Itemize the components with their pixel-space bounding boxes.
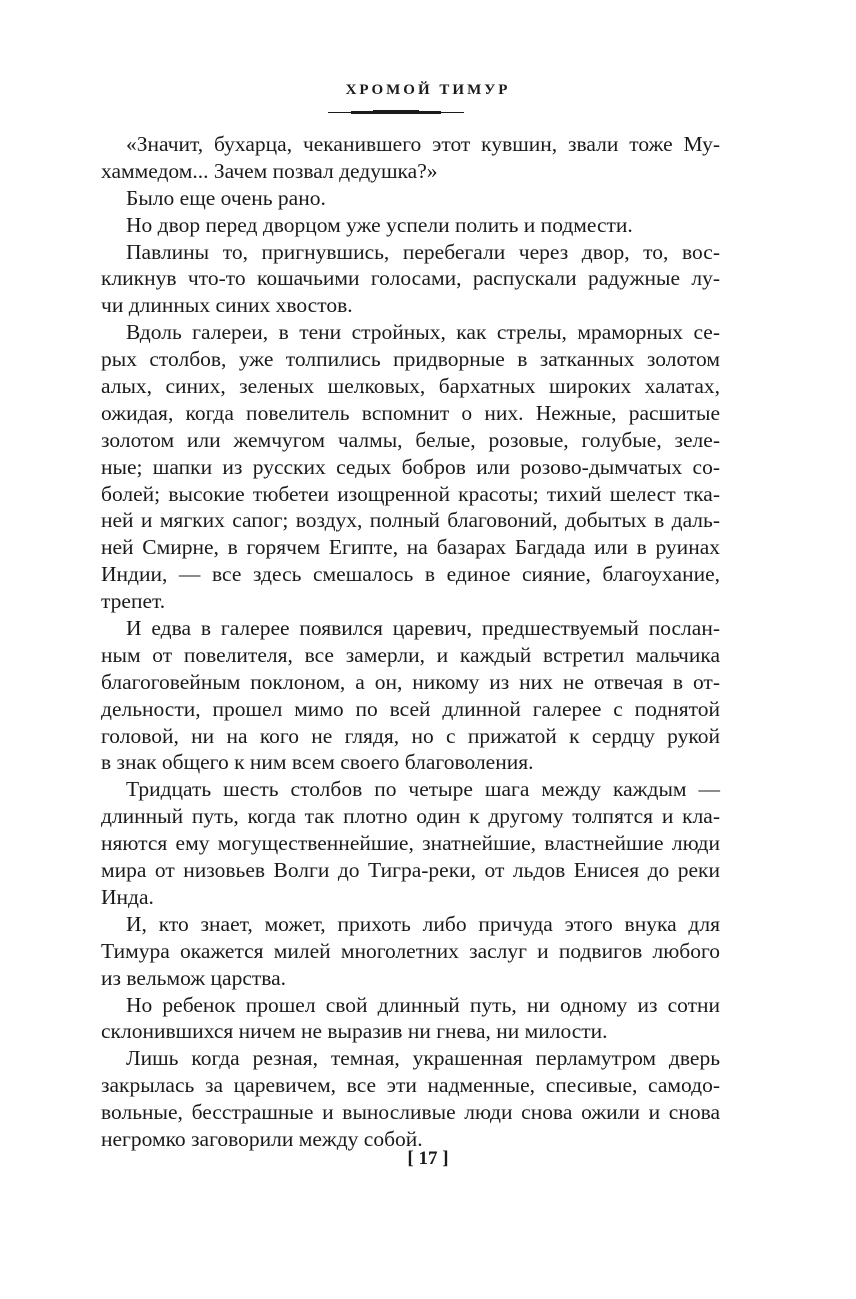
paragraph [101, 319, 720, 615]
text-line: Лишь когда резная, темная, украшенная перламутром дверь [126, 1046, 720, 1071]
text-line: Инда. [101, 884, 154, 909]
text-line: трепет. [101, 589, 166, 614]
text-line: Индии, — все здесь смешалось в единое сияние, благоухание, [101, 562, 720, 587]
text-line: негромко заговорили между собой. [101, 1126, 423, 1151]
text-line: склонившихся ничем не выразив ни гнева, ни милости. [101, 1019, 608, 1044]
text-line: длинный путь, когда так плотно один к другому толпятся и кла- [101, 804, 720, 829]
paragraph [101, 776, 720, 910]
paragraph [101, 212, 720, 239]
text-line: Тимура окажется милей многолетних заслуг и подвигов любого [101, 938, 720, 963]
text-line: хаммедом... Зачем позвал дедушка?» [101, 158, 438, 183]
text-line: «Значит, бухарца, чеканившего этот кувшин, звали тоже Му- [126, 132, 720, 156]
text-line: ней Смирне, в горячем Египте, на базарах Багдада или в руинах [101, 535, 720, 560]
text-line: чи длинных синих хвостов. [101, 293, 353, 318]
text-line: дельности, прошел мимо по всей длинной галерее с поднятой [101, 696, 720, 721]
text-line: из вельмож царства. [101, 965, 287, 990]
body-text [101, 131, 720, 1153]
paragraph [101, 239, 720, 320]
text-line: Павлины то, пригнувшись, перебегали через двор, то, вос- [126, 239, 720, 264]
paragraph [101, 911, 720, 992]
text-line: Но двор перед дворцом уже успели полить и подмести. [126, 212, 633, 237]
header-rule-center [373, 110, 419, 114]
text-line: няются ему могущественнейшие, знатнейшие, властнейшие люди [101, 831, 720, 856]
paragraph [101, 131, 720, 185]
text-line: в знак общего к ним всем своего благоволения. [101, 750, 534, 775]
text-line: мира от низовьев Волги до Тигра-реки, от льдов Енисея до реки [101, 858, 720, 883]
text-line: Но ребенок прошел свой длинный путь, ни одному из сотни [126, 992, 720, 1017]
text-line: И едва в галерее появился царевич, предшествуемый послан- [126, 616, 720, 641]
text-line: Тридцать шесть столбов по четыре шага между каждым — [126, 777, 720, 802]
text-line: золотом или жемчугом чалмы, белые, розовые, голубые, зеле- [101, 427, 720, 452]
text-line: закрылась за царевичем, все эти надменные, спесивые, самодо- [101, 1073, 720, 1098]
text-line: кликнув что-то кошачьими голосами, распускали радужные лу- [101, 266, 720, 291]
text-line: рых столбов, уже толпились придворные в затканных золотом [101, 347, 720, 372]
text-line: ным от повелителя, все замерли, и каждый встретил мальчика [101, 642, 720, 667]
text-line: ные; шапки из русских седых бобров или розово-дымчатых со- [101, 454, 720, 479]
text-line: болей; высокие тюбетеи изощренной красоты; тихий шелест тка- [101, 481, 720, 506]
text-line: головой, ни на кого не глядя, но с прижатой к сердцу рукой [101, 723, 720, 748]
text-line: ожидая, когда повелитель вспомнит о них. Нежные, расшитые [101, 400, 720, 425]
text-line: Было еще очень рано. [126, 185, 326, 210]
text-line: Вдоль галереи, в тени стройных, как стрелы, мраморных се- [126, 320, 720, 345]
paragraph [101, 615, 720, 776]
running-header: ХРОМОЙ ТИМУР [345, 82, 511, 98]
paragraph [101, 992, 720, 1046]
text-line: вольные, бесстрашные и выносливые люди снова ожили и снова [101, 1100, 720, 1125]
paragraph [101, 1045, 720, 1153]
text-line: благоговейным поклоном, а он, никому из них не отвечая в от- [101, 669, 720, 694]
page-number: [ 17 ] [407, 1148, 449, 1169]
text-line: алых, синих, зеленых шелковых, бархатных широких халатах, [101, 374, 720, 399]
paragraph [101, 185, 720, 212]
text-line: И, кто знает, может, прихоть либо причуда этого внука для [126, 911, 720, 936]
text-line: ней и мягких сапог; воздух, полный благовоний, добытых в даль- [101, 508, 720, 533]
